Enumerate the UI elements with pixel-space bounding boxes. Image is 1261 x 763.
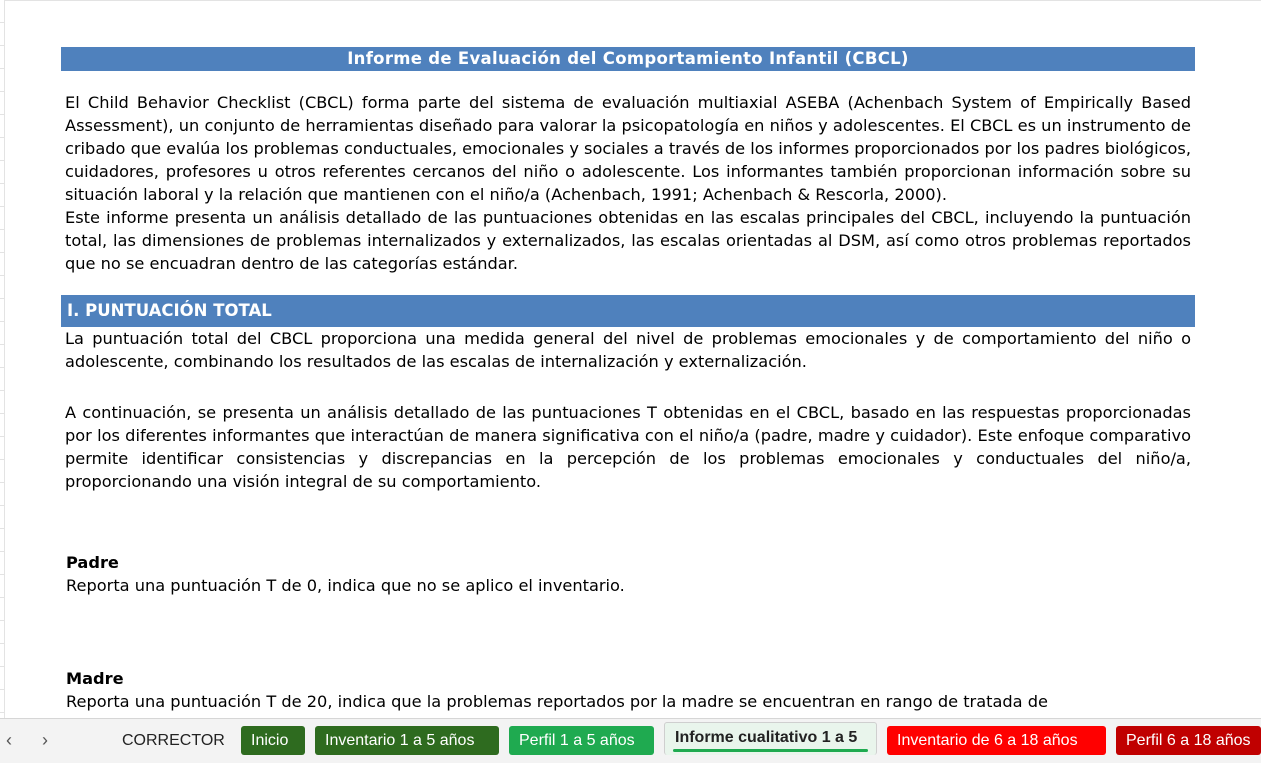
section-total-score-paragraph-2: A continuación, se presenta un análisis detallado de las puntuaciones T obtenidas en el CBCL, basado en las respuestas proporcionadas por los diferentes informantes que interactúan de manera significativa con el niño/a (padre, madre y cuidador). Este enfoque comparativo permite identificar consistencias y discrepancias en la percepción de los problemas emocionales y conductuales del niño/a, proporcionando una visión integral de su comportamiento. — [65, 403, 1191, 491]
padre-label: Padre — [66, 553, 119, 572]
tab-inventario-1-5[interactable]: Inventario 1 a 5 años — [315, 726, 499, 755]
tab-perfil-1-5[interactable]: Perfil 1 a 5 años — [509, 726, 654, 755]
grid-line — [0, 0, 1261, 1]
intro-paragraph-2: Este informe presenta un análisis detallado de las puntuaciones obtenidas en las escalas principales del CBCL, incluyendo la puntuación total, las dimensiones de problemas internalizados y externalizados, las escalas orientadas al DSM, así como otros problemas reportados que no se encuadran dentro de las categorías estándar. — [65, 208, 1191, 273]
active-tab-indicator — [673, 749, 868, 752]
intro-paragraph-1: El Child Behavior Checklist (CBCL) forma parte del sistema de evaluación multiaxial ASEBA (Achenbach System of Empirically Based Assessment), un conjunto de herramientas diseñado para valorar la psicopatología en niños y adolescentes. El CBCL es un instrumento de cribado que evalúa los problemas conductuales, emocionales y sociales a través de los informes proporcionados por los padres biológicos, cuidadores, profesores u otros referentes cercanos del niño o adolescente. Los informantes también proporcionan información sobre su situación laboral y la relación que mantienen con el niño/a (Achenbach, 1991; Achenbach & Rescorla, 2000). — [65, 93, 1191, 204]
sheet-tab-bar — [0, 718, 1261, 763]
report-title: Informe de Evaluación del Comportamiento Infantil (CBCL) — [61, 47, 1195, 71]
tab-inicio[interactable]: Inicio — [241, 726, 305, 755]
section-total-score-paragraph-1: La puntuación total del CBCL proporciona una medida general del nivel de problemas emocionales y de comportamiento del niño o adolescente, combinando los resultados de las escalas de internalización y externalización. — [65, 329, 1191, 371]
tab-corrector[interactable]: CORRECTOR — [122, 732, 225, 749]
madre-text: Reporta una puntuación T de 20, indica que la problemas reportados por la madre se encuentran en rango de tratada de — [66, 692, 1048, 711]
tab-informe-cualitativo-label: Informe cualitativo 1 a 5 — [675, 729, 858, 746]
section-total-score-header: I. PUNTUACIÓN TOTAL — [61, 295, 1195, 327]
tab-inventario-6-18[interactable]: Inventario de 6 a 18 años — [887, 726, 1106, 755]
report-content — [61, 47, 1195, 713]
madre-label: Madre — [66, 669, 124, 688]
row-gridlines — [0, 0, 5, 718]
tab-informe-cualitativo-1-5[interactable] — [664, 722, 877, 755]
chevron-right-icon[interactable]: › — [42, 730, 48, 750]
tab-perfil-6-18[interactable]: Perfil 6 a 18 años — [1116, 726, 1261, 755]
chevron-left-icon[interactable]: ‹ — [6, 730, 12, 750]
padre-text: Reporta una puntuación T de 0, indica que no se aplico el inventario. — [66, 576, 625, 595]
